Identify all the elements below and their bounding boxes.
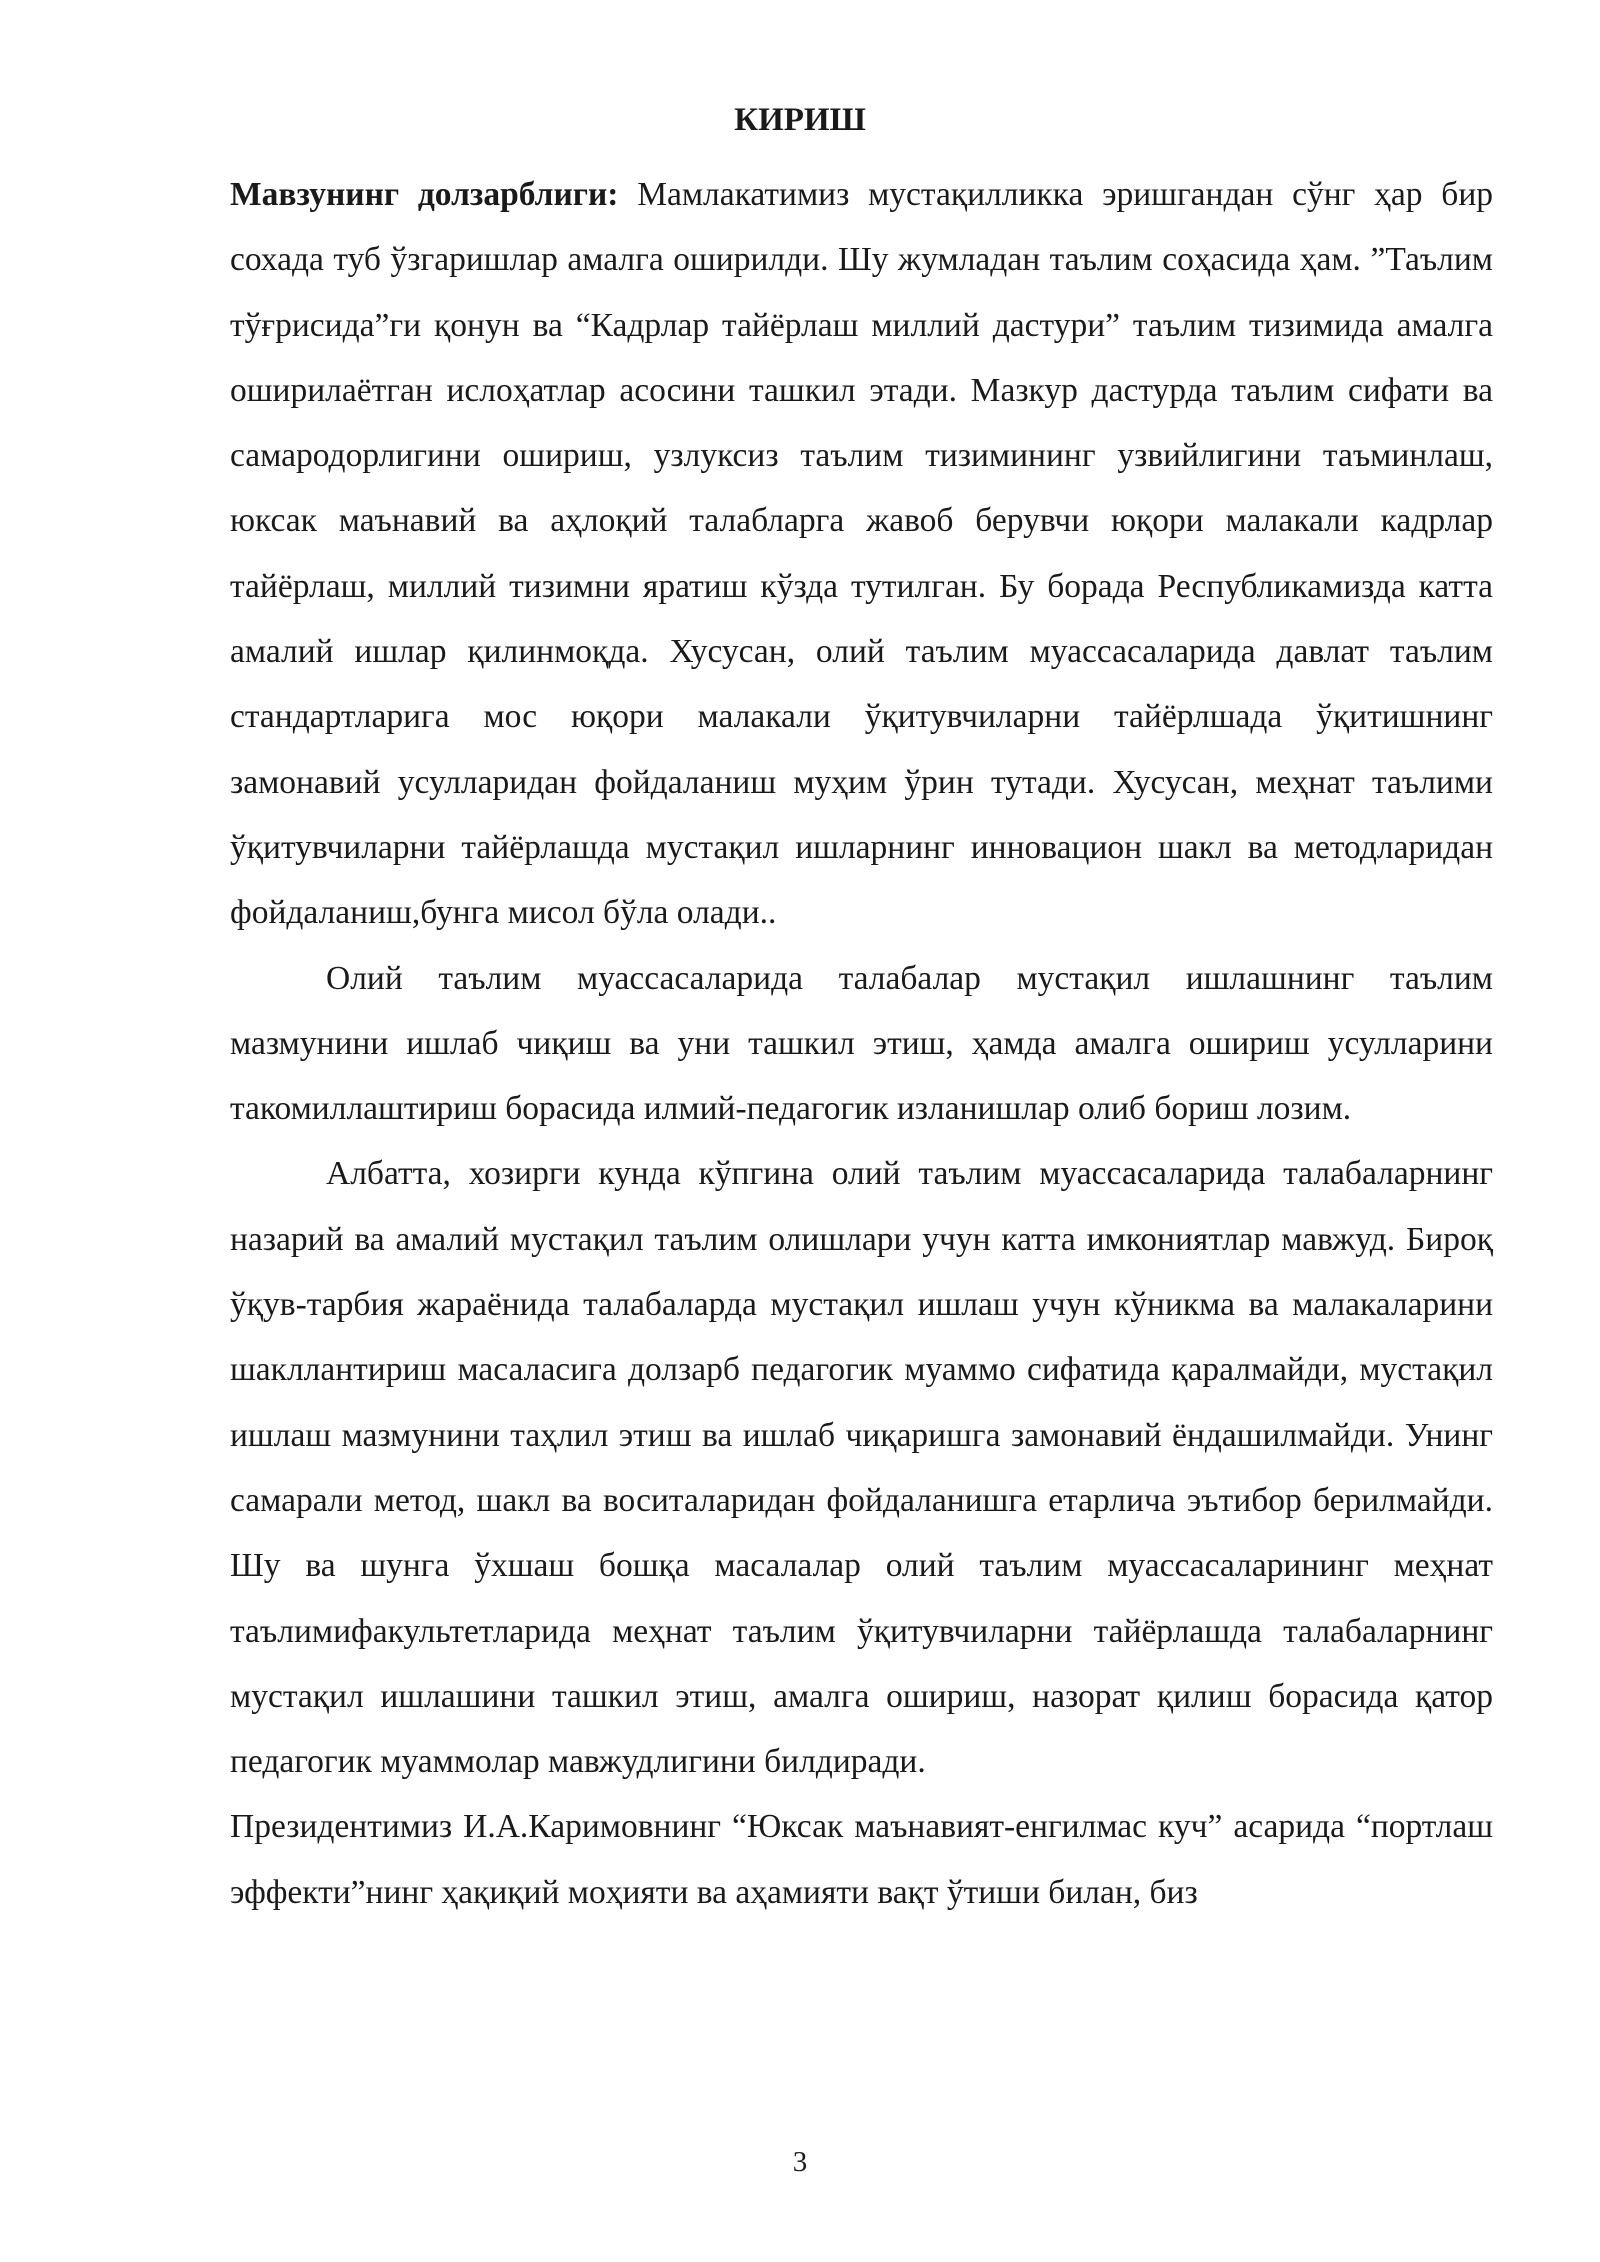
relevance-label: Мавзунинг долзарблиги: xyxy=(230,176,619,213)
paragraph-current-problems: Албатта, хозирги кунда кўпгина олий таълим муассасаларида талабаларнинг назарий ва амалий мустақил таълим олишлари учун катта имкониятлар мавжуд. Бироқ ўқув-тарбия жараёнида талабаларда мустақил ишлаш учун кўникма ва малакаларини шакллантириш масаласига долзарб педагогик муаммо сифатида қаралмайди, мустақил ишлаш мазмунини таҳлил этиш ва ишлаб чиқаришга замонавий ёндашилмайди. Унинг самарали метод, шакл ва воситаларидан фойдаланишга етарлича эътибор берилмайди. Шу ва шунга ўхшаш бошқа масалалар олий таълим муассасаларининг меҳнат таълимифакультетларида меҳнат таълим ўқитувчиларни тайёрлашда талабаларнинг мустақил ишлашини ташкил этиш, амалга ошириш, назорат қилиш борасида қатор педагогик муаммолар мавжудлигини билдиради. xyxy=(230,1155,1493,1781)
paragraph-president-quote: Президентимиз И.А.Каримовнинг “Юксак маънавият-енгилмас куч” асарида “портлаш эффекти”нинг ҳақиқий моҳияти ва аҳамияти вақт ўтиши билан, биз xyxy=(230,1808,1493,1911)
paragraph-relevance xyxy=(230,162,1493,946)
paragraph-independent-work: Олий таълим муассасаларида талабалар мустақил ишлашнинг таълим мазмунини ишлаб чиқиш ва уни ташкил этиш, ҳамда амалга ошириш усулларини такомиллаштириш борасида илмий-педагогик изланишлар олиб бориш лозим. xyxy=(230,959,1493,1128)
page-title: КИРИШ xyxy=(734,102,866,138)
relevance-text: Мамлакатимиз мустақилликка эришгандан сўнг ҳар бир сохада туб ўзгаришлар амалга оширилди. Шу жумладан таълим соҳасида ҳам. ”Таълим тўғрисида”ги қонун ва “Кадрлар тайёрлаш миллий дастури” таълим тизимида амалга оширилаётган ислоҳатлар асосини ташкил этади. Мазкур дастурда таълим сифати ва самародорлигини ошириш, узлуксиз таълим тизимининг узвийлигини таъминлаш, юксак маънавий ва аҳлоқий талабларга жавоб берувчи юқори малакали кадрлар тайёрлаш, миллий тизимни яратиш кўзда тутилган. Бу борада Республикамизда катта амалий ишлар қилинмоқда. Хусусан, олий таълим муассасаларида давлат таълим стандартларига мос юқори малакали ўқитувчиларни тайёрлшада ўқитишнинг замонавий усулларидан фойдаланиш муҳим ўрин тутади. Хусусан, меҳнат таълими ўқитувчиларни тайёрлашда мустақил ишларнинг инновацион шакл ва методларидан фойдаланиш,бунга мисол бўла олади.. xyxy=(230,176,1493,932)
body-text xyxy=(230,162,1493,1925)
page-number: 3 xyxy=(792,2146,808,2178)
